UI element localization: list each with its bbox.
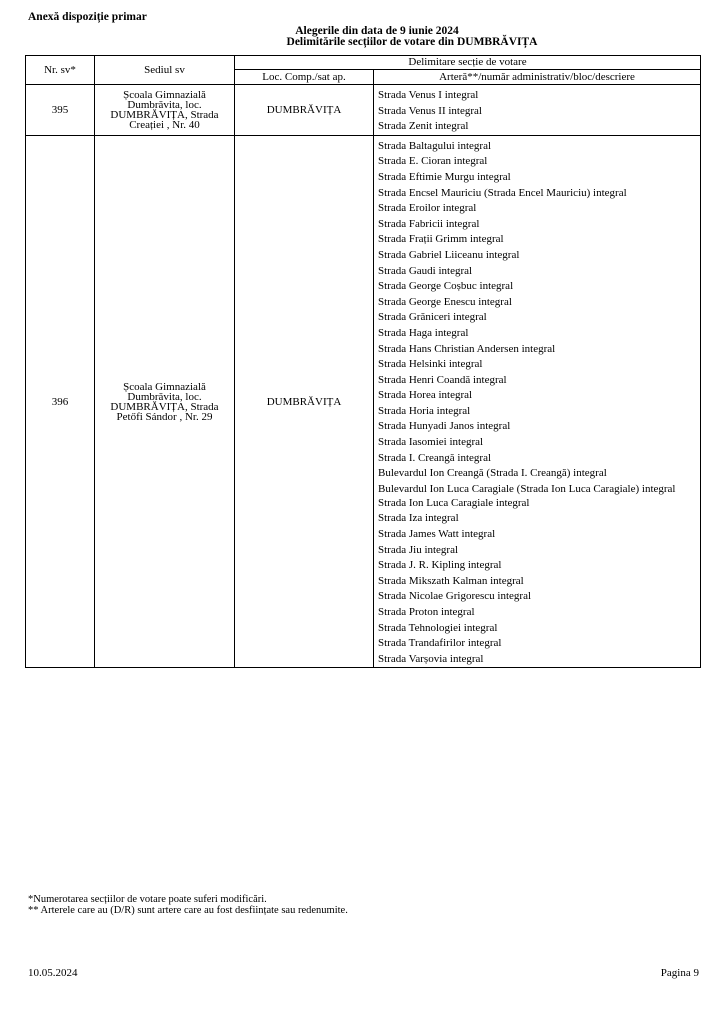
street-item: Strada Venus I integral	[378, 89, 479, 101]
street-item: Strada Trandafirilor integral	[378, 637, 502, 650]
street-item: Bulevardul Ion Luca Caragiale (Strada Ion Luca Caragiale) integral	[378, 482, 676, 495]
street-item: Strada Ion Luca Caragiale integral	[378, 496, 530, 509]
street-item: Strada Mikszath Kalman integral	[378, 574, 524, 587]
street-item: Strada Horea integral	[378, 389, 473, 402]
street-item: Strada Haga integral	[378, 326, 469, 339]
station-number: 396	[26, 135, 95, 668]
footer-page-number: Pagina 9	[660, 967, 699, 979]
header-artera: Arteră**/număr administrativ/bloc/descriere	[374, 70, 701, 85]
street-item: Strada Venus II integral	[378, 104, 482, 117]
street-item: Strada I. Creangă integral	[378, 451, 492, 464]
street-item: Strada J. R. Kipling integral	[378, 559, 502, 572]
street-item: Strada Eftimie Murgu integral	[378, 170, 511, 183]
street-item: Strada E. Cioran integral	[378, 155, 488, 168]
street-item: Strada George Enescu integral	[378, 295, 512, 308]
street-item: Strada Henri Coandă integral	[378, 373, 507, 386]
street-item: Strada Eroilor integral	[378, 202, 477, 215]
street-item: Strada Jiu integral	[378, 543, 459, 556]
street-item: Strada Nicolae Grigorescu integral	[378, 590, 532, 603]
street-item: Strada Helsinki integral	[378, 358, 483, 371]
header-delimitare: Delimitare secție de votare	[235, 56, 701, 70]
document-subtitle: Delimitările secțiilor de votare din DUMBRĂVIȚA	[286, 36, 538, 48]
document-title: Alegerile din data de 9 iunie 2024	[295, 25, 459, 37]
locality: DUMBRĂVIȚA	[235, 85, 374, 136]
footnote-numbering: *Numerotarea secțiilor de votare poate suferi modificări.	[28, 894, 267, 905]
street-item: Strada Gabriel Liiceanu integral	[378, 248, 520, 261]
footnote-arteries: ** Arterele care au (D/R) sunt artere care au fost desființate sau redenumite.	[28, 905, 348, 916]
street-item: Strada Grăniceri integral	[378, 311, 487, 324]
street-item: Strada Tehnologiei integral	[378, 621, 498, 634]
street-item: Strada Hans Christian Andersen integral	[378, 342, 556, 355]
street-item: Strada Fabricii integral	[378, 217, 480, 230]
table-row	[26, 85, 701, 136]
street-item: Strada George Coșbuc integral	[378, 280, 514, 293]
street-list	[374, 135, 701, 668]
footer-date: 10.05.2024	[28, 967, 78, 979]
table-row	[26, 135, 701, 668]
header-localitate: Loc. Comp./sat ap.	[235, 70, 374, 85]
street-item: Strada Zenit integral	[378, 120, 469, 133]
street-item: Strada Gaudi integral	[378, 264, 473, 277]
street-item: Strada Hunyadi Janos integral	[378, 420, 511, 433]
locality: DUMBRĂVIȚA	[235, 135, 374, 668]
street-list	[374, 85, 701, 136]
station-location: Școala Gimnazială Dumbrăvita, loc. DUMBRĂVIȚA, Strada Creației , Nr. 40	[95, 85, 235, 136]
annex-label: Anexă dispoziție primar	[28, 11, 147, 23]
street-item: Strada James Watt integral	[378, 528, 496, 541]
street-item: Strada Varșovia integral	[378, 652, 484, 665]
station-number: 395	[26, 85, 95, 136]
street-item: Strada Proton integral	[378, 606, 475, 618]
street-item: Strada Frații Grimm integral	[378, 233, 504, 246]
street-item: Strada Encsel Mauriciu (Strada Encel Mauriciu) integral	[378, 186, 627, 199]
street-item: Strada Iza integral	[378, 512, 459, 525]
station-location: Școala Gimnazială Dumbrăvita, loc. DUMBRĂVIȚA, Strada Petőfi Sándor , Nr. 29	[95, 135, 235, 668]
street-item: Bulevardul Ion Creangă (Strada I. Creangă) integral	[378, 467, 607, 480]
street-item: Strada Horia integral	[378, 404, 471, 417]
street-item: Strada Iasomiei integral	[378, 436, 484, 449]
street-item: Strada Baltagului integral	[378, 139, 492, 152]
header-nr: Nr. sv*	[26, 56, 95, 85]
header-sediu: Sediul sv	[95, 56, 235, 85]
polling-stations-table	[25, 55, 701, 668]
